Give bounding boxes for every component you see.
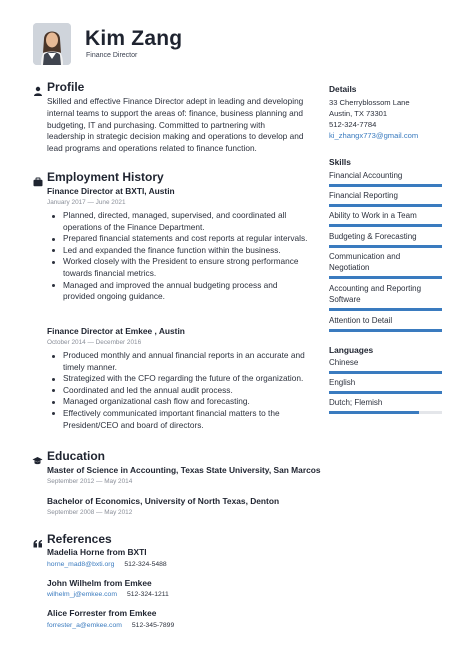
reference-name: John Wilhelm from Emkee xyxy=(47,578,152,588)
job-bullet: Led and expanded the finance function within the business. xyxy=(47,245,309,257)
profile-heading: Profile xyxy=(47,80,85,94)
address-line-2: Austin, TX 73301 xyxy=(329,109,388,118)
job-bullet: Produced monthly and annual financial reports in an accurate and timely manner. xyxy=(47,350,309,373)
job-bullet: Managed and improved the annual budgeting process and provided ongoing guidance. xyxy=(47,280,309,303)
language-label: Dutch; Flemish xyxy=(329,398,383,407)
skill-level-fill xyxy=(329,224,442,227)
language-level-bar xyxy=(329,371,442,374)
reference-contact xyxy=(47,561,167,568)
skill-level-bar xyxy=(329,245,442,248)
degree-dates: September 2008 — May 2012 xyxy=(47,509,133,516)
language-item xyxy=(329,397,442,414)
language-item xyxy=(329,377,442,394)
job-bullet: Worked closely with the President to ensure strong performance towards financial metrics. xyxy=(47,256,309,279)
language-level-bar xyxy=(329,391,442,394)
languages-heading: Languages xyxy=(329,345,374,355)
language-level-fill xyxy=(329,391,442,394)
skill-level-bar xyxy=(329,329,442,332)
skill-label: Attention to Detail xyxy=(329,316,393,325)
employment-heading: Employment History xyxy=(47,170,164,184)
language-level-fill xyxy=(329,411,419,414)
skill-label: Communication and Negotiation xyxy=(329,252,401,272)
job-bullets xyxy=(47,350,309,431)
email-link[interactable]: ki_zhangx773@gmail.com xyxy=(329,131,419,140)
skill-level-fill xyxy=(329,276,442,279)
avatar xyxy=(33,23,71,65)
language-label: Chinese xyxy=(329,358,359,367)
skill-label: Financial Accounting xyxy=(329,171,403,180)
skill-level-fill xyxy=(329,204,442,207)
candidate-title: Finance Director xyxy=(86,52,138,59)
reference-email-link[interactable]: forrester_a@emkee.com xyxy=(47,622,122,629)
job-dates: January 2017 — June 2021 xyxy=(47,199,126,206)
reference-contact xyxy=(47,591,169,598)
reference-name: Alice Forrester from Emkee xyxy=(47,608,157,618)
skill-label: Ability to Work in a Team xyxy=(329,211,417,220)
skill-level-bar xyxy=(329,276,442,279)
skill-label: Financial Reporting xyxy=(329,191,398,200)
skill-level-fill xyxy=(329,184,442,187)
degree-title: Bachelor of Economics, University of North Texas, Denton xyxy=(47,496,280,506)
job-title: Finance Director at BXTI, Austin xyxy=(47,186,175,196)
skill-level-bar xyxy=(329,184,442,187)
reference-email-link[interactable]: wilhelm_j@emkee.com xyxy=(47,591,117,598)
job-bullet: Effectively communicated important financial matters to the President/CEO and board of directors. xyxy=(47,408,309,431)
graduation-cap-icon xyxy=(32,453,42,463)
skill-item xyxy=(329,283,442,311)
job-bullet: Strategized with the CFO regarding the future of the organization. xyxy=(47,373,309,385)
references-heading: References xyxy=(47,532,112,546)
education-heading: Education xyxy=(47,449,106,463)
language-item xyxy=(329,357,442,374)
skill-level-bar xyxy=(329,204,442,207)
job-bullet: Coordinated and led the annual audit process. xyxy=(47,385,309,397)
skill-level-fill xyxy=(329,245,442,248)
profile-summary: Skilled and effective Finance Director adept in leading and developing internal teams to support the areas of: finance, business planning and budgeting, IT and purchasing. Committed to partnering with leadership in strategic decision making and operations to develop and lead programs and operations related to finance function. xyxy=(47,96,304,154)
skill-level-fill xyxy=(329,329,442,332)
reference-phone: 512-324-5488 xyxy=(124,561,167,568)
skill-item xyxy=(329,231,442,248)
phone-number: 512-324-7784 xyxy=(329,120,377,129)
job-bullet: Managed organizational cash flow and forecasting. xyxy=(47,396,309,408)
skill-level-fill xyxy=(329,308,442,311)
candidate-name: Kim Zang xyxy=(85,27,183,50)
briefcase-icon xyxy=(33,174,43,184)
language-level-bar xyxy=(329,411,442,414)
reference-email-link[interactable]: horne_mad8@bxti.org xyxy=(47,561,115,568)
skill-item xyxy=(329,210,442,227)
skill-item xyxy=(329,251,442,279)
reference-contact xyxy=(47,622,174,629)
quote-icon xyxy=(33,536,43,546)
details-heading: Details xyxy=(329,84,357,94)
skill-item xyxy=(329,315,442,332)
language-label: English xyxy=(329,378,356,387)
skill-level-bar xyxy=(329,224,442,227)
degree-dates: September 2012 — May 2014 xyxy=(47,478,133,485)
skill-label: Budgeting & Forecasting xyxy=(329,232,417,241)
language-level-fill xyxy=(329,371,442,374)
skill-label: Accounting and Reporting Software xyxy=(329,284,422,304)
job-dates: October 2014 — December 2016 xyxy=(47,339,142,346)
reference-name: Madelia Horne from BXTI xyxy=(47,547,147,557)
reference-phone: 512-324-1211 xyxy=(126,591,169,598)
job-bullet: Prepared financial statements and cost reports at regular intervals. xyxy=(47,233,309,245)
degree-title: Master of Science in Accounting, Texas State University, San Marcos xyxy=(47,465,321,475)
job-title: Finance Director at Emkee , Austin xyxy=(47,326,185,336)
job-bullets xyxy=(47,210,309,303)
skill-item xyxy=(329,170,442,187)
skill-item xyxy=(329,190,442,207)
person-icon xyxy=(33,83,43,93)
skill-level-bar xyxy=(329,308,442,311)
reference-phone: 512-345-7899 xyxy=(131,622,175,629)
job-bullet: Planned, directed, managed, supervised, and coordinated all operations of the Finance Department. xyxy=(47,210,309,233)
skills-heading: Skills xyxy=(329,157,351,167)
address-line-1: 33 Cherryblossom Lane xyxy=(329,98,410,107)
